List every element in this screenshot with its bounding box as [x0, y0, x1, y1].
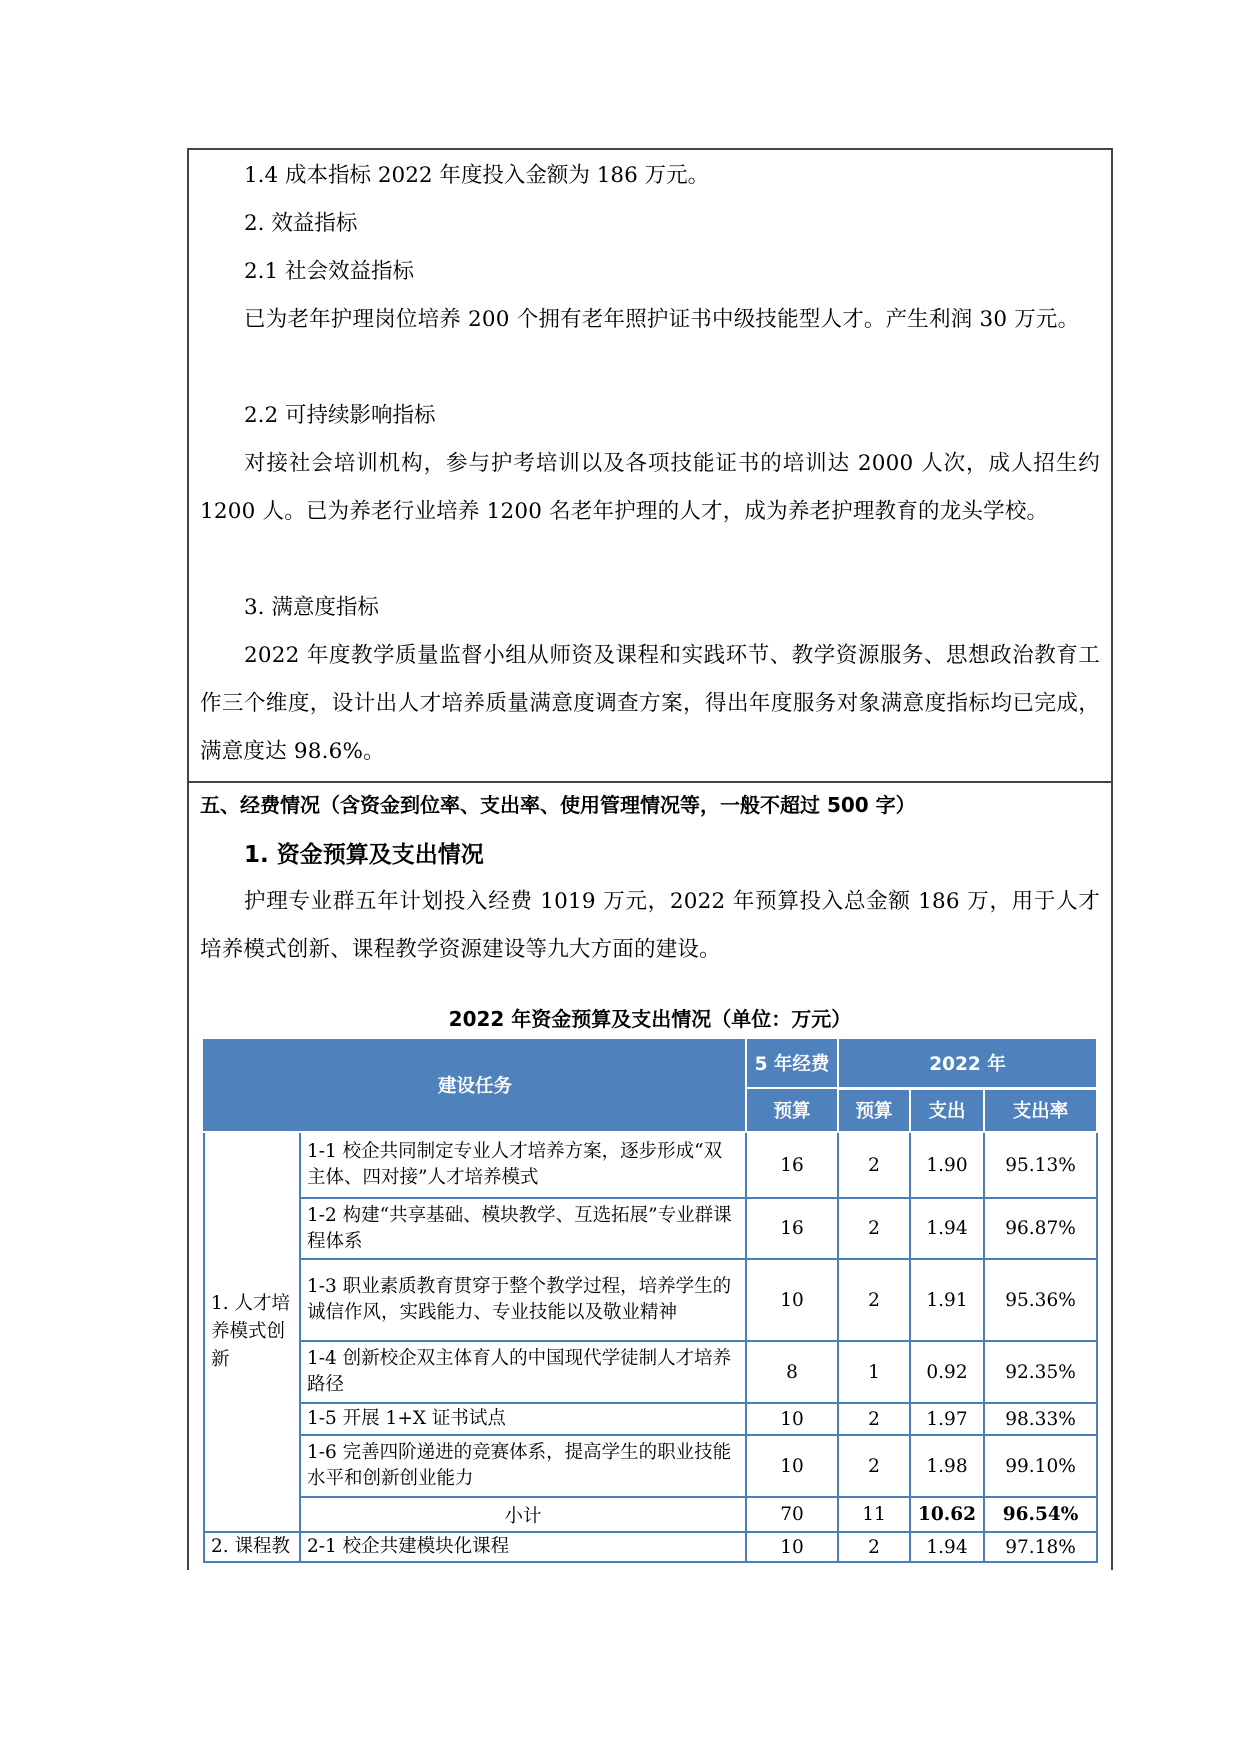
budget-cell: 2	[838, 1259, 910, 1341]
rate-cell: 97.18%	[984, 1532, 1097, 1562]
rate-cell: 92.35%	[984, 1341, 1097, 1403]
spent-cell: 1.94	[910, 1198, 984, 1259]
budget-summary-text: 护理专业群五年计划投入经费 1019 万元，2022 年预算投入总金额 186 万，用于人才培养模式创新、课程教学资源建设等九大方面的建设。	[200, 889, 1100, 962]
rate-cell: 98.33%	[984, 1403, 1097, 1435]
task-cell: 1-3 职业素质教育贯穿于整个教学过程，培养学生的诚信作风，实践能力、专业技能以及敬业精神	[300, 1259, 746, 1341]
header-year: 2022 年	[838, 1038, 1097, 1088]
spent-cell: 0.92	[910, 1341, 984, 1403]
table-row	[204, 1198, 1097, 1259]
spent-cell: 1.90	[910, 1132, 984, 1198]
five-year-budget-cell: 10	[746, 1259, 838, 1341]
rate-cell: 99.10%	[984, 1435, 1097, 1497]
sustainable-impact-heading: 2.2 可持续影响指标	[244, 403, 436, 428]
spent-cell: 1.94	[910, 1532, 984, 1562]
rate-cell: 96.87%	[984, 1198, 1097, 1259]
task-cell: 1-6 完善四阶递进的竞赛体系，提高学生的职业技能水平和创新创业能力	[300, 1435, 746, 1497]
budget-cell: 2	[838, 1403, 910, 1435]
spent-cell: 1.98	[910, 1435, 984, 1497]
budget-cell: 11	[838, 1497, 910, 1532]
satisfaction-text: 2022 年度教学质量监督小组从师资及课程和实践环节、教学资源服务、思想政治教育工作三个维度，设计出人才培养质量满意度调查方案，得出年度服务对象满意度指标均已完成，满意度达 98.6%。	[200, 643, 1100, 764]
satisfaction-heading: 3. 满意度指标	[244, 595, 379, 620]
budget-cell: 2	[838, 1435, 910, 1497]
table-row	[204, 1259, 1097, 1341]
sub-heading: 1. 资金预算及支出情况	[244, 842, 484, 868]
budget-table	[203, 1037, 1098, 1563]
spent-cell: 1.97	[910, 1403, 984, 1435]
task-cell: 1-1 校企共同制定专业人才培养方案，逐步形成“双主体、四对接”人才培养模式	[300, 1132, 746, 1198]
benefit-indicator-heading: 2. 效益指标	[244, 211, 358, 236]
table-row	[204, 1435, 1097, 1497]
header-task: 建设任务	[204, 1038, 746, 1132]
five-year-budget-cell: 10	[746, 1532, 838, 1562]
task-cell: 1-5 开展 1+X 证书试点	[300, 1403, 746, 1435]
five-year-budget-cell: 16	[746, 1132, 838, 1198]
header-five-year: 5 年经费	[746, 1038, 838, 1088]
table-row	[204, 1532, 1097, 1562]
five-year-budget-cell: 70	[746, 1497, 838, 1532]
five-year-budget-cell: 16	[746, 1198, 838, 1259]
subtotal-row	[204, 1497, 1097, 1532]
table-row	[204, 1341, 1097, 1403]
task-cell: 1-4 创新校企双主体育人的中国现代学徒制人才培养路径	[300, 1341, 746, 1403]
five-year-budget-cell: 10	[746, 1403, 838, 1435]
rate-cell: 95.13%	[984, 1132, 1097, 1198]
budget-cell: 2	[838, 1198, 910, 1259]
social-benefit-text: 已为老年护理岗位培养 200 个拥有老年照护证书中级技能型人才。产生利润 30 万元。	[244, 307, 1080, 332]
table-row	[204, 1403, 1097, 1435]
budget-cell: 1	[838, 1341, 910, 1403]
five-year-budget-cell: 10	[746, 1435, 838, 1497]
header-spent: 支出	[910, 1088, 984, 1132]
category-cell: 1. 人才培养模式创新	[204, 1132, 300, 1532]
social-benefit-heading: 2.1 社会效益指标	[244, 259, 415, 284]
five-year-budget-cell: 8	[746, 1341, 838, 1403]
budget-cell: 2	[838, 1532, 910, 1562]
cost-indicator-text: 1.4 成本指标 2022 年度投入金额为 186 万元。	[244, 163, 710, 188]
spent-cell: 10.62	[910, 1497, 984, 1532]
spent-cell: 1.91	[910, 1259, 984, 1341]
section-heading: 五、经费情况（含资金到位率、支出率、使用管理情况等，一般不超过 500 字）	[200, 793, 916, 817]
sustainable-impact-text: 对接社会培训机构，参与护考培训以及各项技能证书的培训达 2000 人次，成人招生约 1200 人。已为养老行业培养 1200 名老年护理的人才，成为养老护理教育的龙头学校。	[200, 451, 1100, 524]
table-title: 2022 年资金预算及支出情况（单位：万元）	[448, 1007, 852, 1031]
header-budget-5y: 预算	[746, 1088, 838, 1132]
section-divider	[187, 781, 1113, 783]
rate-cell: 96.54%	[984, 1497, 1097, 1532]
task-cell: 1-2 构建“共享基础、模块教学、互选拓展”专业群课程体系	[300, 1198, 746, 1259]
budget-cell: 2	[838, 1132, 910, 1198]
rate-cell: 95.36%	[984, 1259, 1097, 1341]
subtotal-label: 小计	[300, 1497, 746, 1532]
header-budget: 预算	[838, 1088, 910, 1132]
task-cell: 2-1 校企共建模块化课程	[300, 1532, 746, 1562]
table-row	[204, 1132, 1097, 1198]
header-rate: 支出率	[984, 1088, 1097, 1132]
category-cell: 2. 课程教	[204, 1532, 300, 1562]
